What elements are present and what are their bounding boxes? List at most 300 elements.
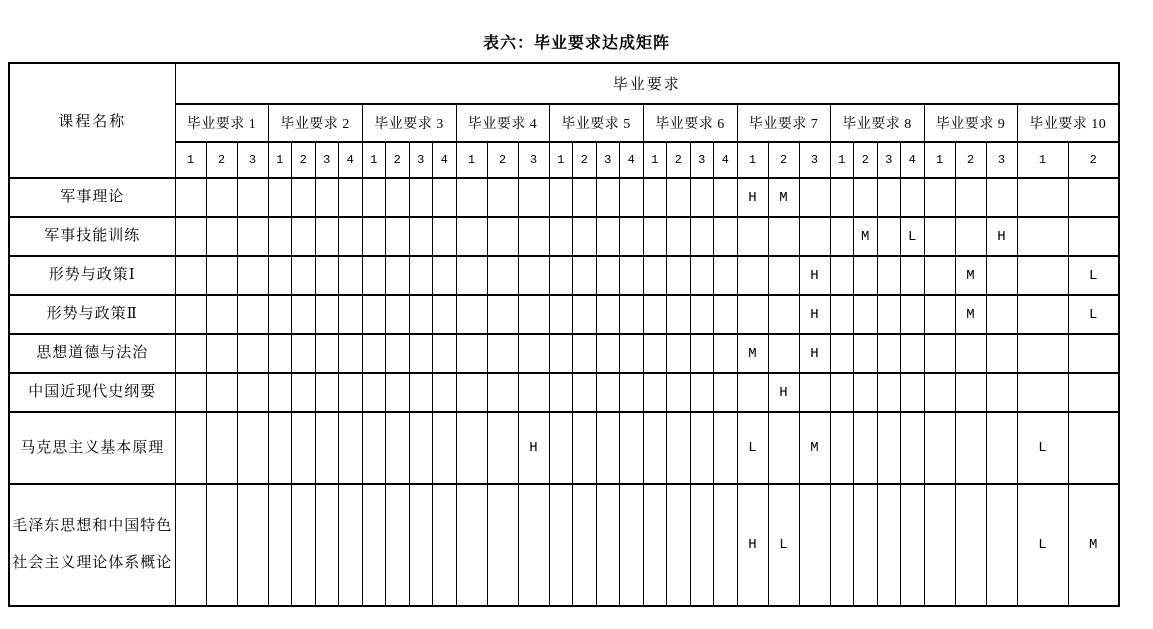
matrix-cell [175, 412, 206, 484]
matrix-cell [714, 484, 738, 606]
matrix-cell [667, 373, 691, 412]
matrix-cell: L [901, 217, 925, 256]
matrix-cell: M [1068, 484, 1119, 606]
req-sub-header-6-3: 3 [690, 142, 714, 178]
matrix-cell [830, 178, 854, 217]
req-sub-header-4-1: 1 [456, 142, 487, 178]
matrix-cell [362, 373, 386, 412]
matrix-cell: H [986, 217, 1017, 256]
matrix-cell [362, 484, 386, 606]
matrix-cell [690, 217, 714, 256]
matrix-cell [268, 178, 292, 217]
matrix-cell [487, 295, 518, 334]
matrix-cell [237, 334, 268, 373]
req-sub-header-3-4: 4 [433, 142, 457, 178]
course-row [9, 412, 1119, 484]
matrix-cell [737, 256, 768, 295]
matrix-cell [268, 484, 292, 606]
matrix-cell [386, 334, 410, 373]
matrix-cell [268, 373, 292, 412]
matrix-cell [315, 178, 339, 217]
matrix-cell [768, 295, 799, 334]
matrix-cell [1068, 178, 1119, 217]
matrix-cell [877, 484, 901, 606]
table-caption: 表六：毕业要求达成矩阵 [482, 35, 670, 52]
matrix-cell [339, 217, 363, 256]
matrix-cell [315, 373, 339, 412]
matrix-cell [799, 217, 830, 256]
matrix-cell [714, 412, 738, 484]
matrix-cell [487, 484, 518, 606]
matrix-cell [487, 256, 518, 295]
matrix-cell [877, 412, 901, 484]
matrix-cell [339, 256, 363, 295]
matrix-cell [955, 412, 986, 484]
matrix-cell [456, 334, 487, 373]
req-sub-header-6-4: 4 [714, 142, 738, 178]
req-sub-header-8-2: 2 [854, 142, 878, 178]
matrix-cell [714, 373, 738, 412]
matrix-cell [409, 178, 433, 217]
course-name-cell: 马克思主义基本原理 [9, 412, 175, 484]
matrix-cell [643, 412, 667, 484]
matrix-cell: L [1017, 412, 1068, 484]
req-sub-header-9-1: 1 [924, 142, 955, 178]
matrix-cell [456, 178, 487, 217]
matrix-cell [456, 217, 487, 256]
matrix-cell [409, 295, 433, 334]
course-name-cell: 形势与政策Ⅱ [9, 295, 175, 334]
matrix-cell [315, 334, 339, 373]
matrix-cell [268, 217, 292, 256]
matrix-cell [901, 484, 925, 606]
matrix-cell: H [768, 373, 799, 412]
matrix-cell [339, 412, 363, 484]
course-name-cell: 思想道德与法治 [9, 334, 175, 373]
req-sub-header-2-2: 2 [292, 142, 316, 178]
req-sub-header-6-1: 1 [643, 142, 667, 178]
matrix-cell [315, 484, 339, 606]
matrix-cell [924, 178, 955, 217]
matrix-cell [596, 373, 620, 412]
matrix-cell [1017, 334, 1068, 373]
matrix-cell [237, 484, 268, 606]
matrix-cell [549, 217, 573, 256]
course-name-cell: 中国近现代史纲要 [9, 373, 175, 412]
req-sub-header-9-3: 3 [986, 142, 1017, 178]
matrix-cell [830, 373, 854, 412]
course-row [9, 334, 1119, 373]
matrix-cell [596, 178, 620, 217]
matrix-cell [830, 295, 854, 334]
matrix-cell [620, 178, 644, 217]
matrix-cell [901, 334, 925, 373]
req-sub-header-5-4: 4 [620, 142, 644, 178]
matrix-cell [573, 412, 597, 484]
matrix-cell [620, 373, 644, 412]
matrix-cell: M [854, 217, 878, 256]
matrix-cell [737, 217, 768, 256]
matrix-cell [596, 295, 620, 334]
req-group-header-4: 毕业要求 4 [456, 104, 549, 142]
matrix-cell [901, 178, 925, 217]
req-sub-header-6-2: 2 [667, 142, 691, 178]
matrix-cell [877, 373, 901, 412]
matrix-cell [955, 484, 986, 606]
matrix-cell [292, 412, 316, 484]
matrix-cell [667, 217, 691, 256]
matrix-cell [768, 256, 799, 295]
req-sub-header-3-3: 3 [409, 142, 433, 178]
req-sub-header-2-1: 1 [268, 142, 292, 178]
matrix-cell [643, 217, 667, 256]
matrix-cell: L [1017, 484, 1068, 606]
matrix-cell: M [768, 178, 799, 217]
matrix-cell [487, 178, 518, 217]
matrix-cell [362, 256, 386, 295]
matrix-cell [768, 217, 799, 256]
matrix-cell [924, 217, 955, 256]
requirements-header: 毕业要求 [175, 63, 1119, 104]
matrix-cell [690, 484, 714, 606]
matrix-cell [339, 484, 363, 606]
matrix-cell [830, 256, 854, 295]
matrix-cell [620, 334, 644, 373]
matrix-cell [206, 178, 237, 217]
matrix-cell [799, 484, 830, 606]
req-group-header-2: 毕业要求 2 [268, 104, 362, 142]
matrix-cell [518, 373, 549, 412]
matrix-cell [268, 256, 292, 295]
matrix-cell [206, 484, 237, 606]
matrix-cell [924, 295, 955, 334]
matrix-cell [924, 334, 955, 373]
req-group-header-9: 毕业要求 9 [924, 104, 1017, 142]
matrix-cell [456, 295, 487, 334]
matrix-cell: M [799, 412, 830, 484]
matrix-cell [955, 217, 986, 256]
course-name-header: 课程名称 [9, 63, 175, 178]
matrix-cell: L [1068, 295, 1119, 334]
matrix-cell [986, 178, 1017, 217]
matrix-cell [1017, 178, 1068, 217]
matrix-cell [386, 178, 410, 217]
matrix-cell [339, 178, 363, 217]
matrix-cell [386, 373, 410, 412]
matrix-cell [292, 256, 316, 295]
matrix-cell [433, 373, 457, 412]
matrix-cell [175, 256, 206, 295]
matrix-cell [596, 412, 620, 484]
req-group-header-3: 毕业要求 3 [362, 104, 456, 142]
matrix-cell [549, 412, 573, 484]
matrix-cell [456, 484, 487, 606]
req-group-header-5: 毕业要求 5 [549, 104, 643, 142]
matrix-cell [237, 256, 268, 295]
matrix-cell [362, 178, 386, 217]
matrix-cell [433, 256, 457, 295]
matrix-cell [1017, 373, 1068, 412]
matrix-cell [292, 484, 316, 606]
matrix-cell [433, 484, 457, 606]
matrix-cell [768, 412, 799, 484]
matrix-cell [714, 256, 738, 295]
matrix-cell [901, 412, 925, 484]
matrix-cell [986, 412, 1017, 484]
req-sub-header-2-4: 4 [339, 142, 363, 178]
matrix-cell [433, 178, 457, 217]
req-sub-header-2-3: 3 [315, 142, 339, 178]
req-sub-header-1-3: 3 [237, 142, 268, 178]
matrix-cell [237, 412, 268, 484]
course-row [9, 373, 1119, 412]
matrix-cell [268, 295, 292, 334]
matrix-cell [573, 256, 597, 295]
matrix-cell [456, 256, 487, 295]
matrix-cell [237, 178, 268, 217]
req-group-header-8: 毕业要求 8 [830, 104, 924, 142]
matrix-cell [362, 412, 386, 484]
matrix-cell [518, 334, 549, 373]
matrix-cell [206, 295, 237, 334]
matrix-cell [518, 217, 549, 256]
matrix-cell [901, 256, 925, 295]
matrix-cell [901, 295, 925, 334]
matrix-cell [854, 295, 878, 334]
matrix-cell [690, 178, 714, 217]
matrix-cell: H [737, 178, 768, 217]
matrix-cell [643, 295, 667, 334]
matrix-cell [924, 256, 955, 295]
matrix-cell [986, 256, 1017, 295]
matrix-cell: M [955, 256, 986, 295]
req-sub-header-4-2: 2 [487, 142, 518, 178]
matrix-cell [986, 334, 1017, 373]
req-group-header-7: 毕业要求 7 [737, 104, 830, 142]
req-sub-header-10-2: 2 [1068, 142, 1119, 178]
req-sub-header-3-2: 2 [386, 142, 410, 178]
matrix-cell [854, 412, 878, 484]
matrix-cell [175, 373, 206, 412]
matrix-cell [433, 295, 457, 334]
matrix-cell [643, 334, 667, 373]
matrix-cell [206, 412, 237, 484]
matrix-cell [667, 412, 691, 484]
matrix-cell [518, 178, 549, 217]
matrix-cell [768, 334, 799, 373]
matrix-cell [955, 373, 986, 412]
course-name-cell: 形势与政策Ⅰ [9, 256, 175, 295]
course-row [9, 217, 1119, 256]
matrix-cell [620, 412, 644, 484]
matrix-cell [487, 217, 518, 256]
matrix-cell [339, 373, 363, 412]
matrix-cell: M [955, 295, 986, 334]
matrix-cell [643, 178, 667, 217]
matrix-cell [830, 484, 854, 606]
matrix-cell [339, 334, 363, 373]
matrix-cell [175, 295, 206, 334]
matrix-cell [206, 334, 237, 373]
matrix-cell [924, 484, 955, 606]
matrix-cell [830, 334, 854, 373]
matrix-cell [549, 484, 573, 606]
matrix-cell [237, 295, 268, 334]
matrix-cell [573, 334, 597, 373]
course-row [9, 256, 1119, 295]
matrix-cell [667, 334, 691, 373]
req-sub-header-9-2: 2 [955, 142, 986, 178]
matrix-cell: H [737, 484, 768, 606]
matrix-cell [362, 217, 386, 256]
matrix-cell [549, 295, 573, 334]
course-name-cell: 军事理论 [9, 178, 175, 217]
matrix-cell [596, 217, 620, 256]
matrix-cell [955, 334, 986, 373]
matrix-cell [690, 373, 714, 412]
matrix-cell [456, 373, 487, 412]
matrix-cell [690, 412, 714, 484]
matrix-cell: M [737, 334, 768, 373]
matrix-cell [386, 295, 410, 334]
matrix-cell [339, 295, 363, 334]
matrix-cell [237, 217, 268, 256]
matrix-cell [620, 484, 644, 606]
matrix-cell [901, 373, 925, 412]
matrix-cell [714, 178, 738, 217]
matrix-cell [596, 484, 620, 606]
matrix-cell [690, 334, 714, 373]
matrix-cell [620, 295, 644, 334]
req-sub-header-8-4: 4 [901, 142, 925, 178]
course-row [9, 178, 1119, 217]
matrix-cell [409, 217, 433, 256]
matrix-cell [409, 484, 433, 606]
matrix-cell [854, 334, 878, 373]
matrix-cell [268, 412, 292, 484]
matrix-cell [409, 373, 433, 412]
matrix-cell [830, 217, 854, 256]
matrix-cell [573, 217, 597, 256]
matrix-cell: L [737, 412, 768, 484]
matrix-cell [690, 256, 714, 295]
matrix-cell [877, 217, 901, 256]
matrix-cell [1068, 373, 1119, 412]
matrix-cell [799, 178, 830, 217]
req-sub-header-5-3: 3 [596, 142, 620, 178]
req-sub-header-7-3: 3 [799, 142, 830, 178]
matrix-cell [1017, 256, 1068, 295]
req-sub-header-10-1: 1 [1017, 142, 1068, 178]
matrix-cell [955, 178, 986, 217]
matrix-cell [643, 256, 667, 295]
matrix-cell [643, 373, 667, 412]
matrix-cell [1068, 334, 1119, 373]
matrix-cell [175, 484, 206, 606]
matrix-cell [667, 178, 691, 217]
matrix-cell [292, 373, 316, 412]
matrix-cell [206, 373, 237, 412]
matrix-cell [620, 217, 644, 256]
matrix-cell: H [799, 334, 830, 373]
matrix-cell [487, 412, 518, 484]
matrix-cell [854, 373, 878, 412]
matrix-cell [737, 373, 768, 412]
matrix-cell [854, 256, 878, 295]
req-sub-header-8-1: 1 [830, 142, 854, 178]
matrix-cell [237, 373, 268, 412]
req-sub-header-7-2: 2 [768, 142, 799, 178]
matrix-cell [596, 256, 620, 295]
course-name-cell: 毛泽东思想和中国特色社会主义理论体系概论 [9, 484, 175, 606]
matrix-cell [690, 295, 714, 334]
req-group-header-10: 毕业要求 10 [1017, 104, 1119, 142]
course-name-cell: 军事技能训练 [9, 217, 175, 256]
matrix-cell [433, 217, 457, 256]
matrix-cell [877, 256, 901, 295]
matrix-cell [596, 334, 620, 373]
matrix-cell [573, 178, 597, 217]
matrix-cell: L [768, 484, 799, 606]
matrix-cell [714, 217, 738, 256]
req-group-header-1: 毕业要求 1 [175, 104, 268, 142]
matrix-cell [433, 412, 457, 484]
matrix-cell [315, 217, 339, 256]
matrix-cell [456, 412, 487, 484]
matrix-cell [877, 334, 901, 373]
matrix-cell [924, 373, 955, 412]
req-group-header-6: 毕业要求 6 [643, 104, 737, 142]
matrix-cell [1068, 217, 1119, 256]
matrix-cell [409, 412, 433, 484]
req-sub-header-5-2: 2 [573, 142, 597, 178]
matrix-cell [714, 334, 738, 373]
matrix-cell [518, 484, 549, 606]
matrix-cell [175, 334, 206, 373]
matrix-cell [667, 295, 691, 334]
matrix-cell: H [799, 256, 830, 295]
matrix-cell [292, 178, 316, 217]
matrix-cell [573, 484, 597, 606]
matrix-cell: H [799, 295, 830, 334]
matrix-cell [386, 412, 410, 484]
matrix-cell [409, 334, 433, 373]
matrix-cell [268, 334, 292, 373]
matrix-cell [573, 373, 597, 412]
matrix-cell [986, 484, 1017, 606]
matrix-cell [667, 484, 691, 606]
matrix-cell [292, 295, 316, 334]
matrix-cell [924, 412, 955, 484]
matrix-cell [877, 178, 901, 217]
matrix-cell: L [1068, 256, 1119, 295]
matrix-cell [667, 256, 691, 295]
matrix-cell [518, 295, 549, 334]
matrix-cell [549, 256, 573, 295]
matrix-cell [433, 334, 457, 373]
req-sub-header-8-3: 3 [877, 142, 901, 178]
matrix-cell [518, 256, 549, 295]
req-sub-header-1-1: 1 [175, 142, 206, 178]
matrix-cell [362, 295, 386, 334]
req-sub-header-3-1: 1 [362, 142, 386, 178]
matrix-cell [315, 295, 339, 334]
req-sub-header-7-1: 1 [737, 142, 768, 178]
matrix-cell [206, 217, 237, 256]
matrix-cell [799, 373, 830, 412]
matrix-cell [386, 217, 410, 256]
course-row [9, 295, 1119, 334]
